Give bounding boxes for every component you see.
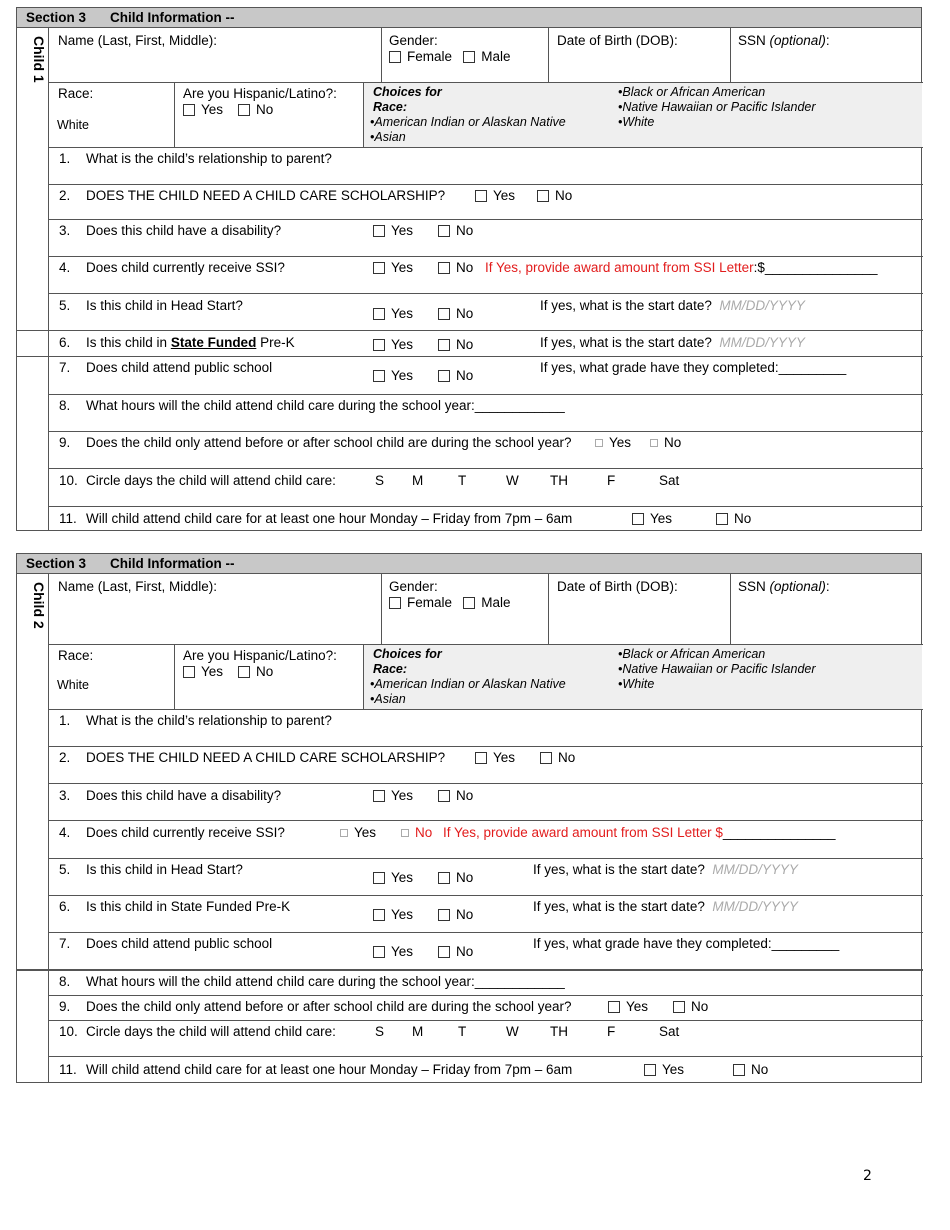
child-label: Child 2 (31, 582, 47, 629)
q5-yes: Yes (373, 306, 413, 321)
choices-for-label: Choices for (373, 647, 442, 661)
q7-no-checkbox[interactable] (438, 370, 450, 382)
q6-yes: Yes (373, 337, 413, 352)
q10-text: Circle days the child will attend child care: (86, 473, 336, 488)
day-option[interactable]: T (458, 473, 467, 488)
q1-number: 1. (59, 151, 71, 166)
q7-no-checkbox[interactable] (438, 946, 450, 958)
q3-number: 3. (59, 223, 71, 238)
hispanic-options: Yes No (183, 102, 273, 117)
q5-no-checkbox[interactable] (438, 872, 450, 884)
q11-no-checkbox[interactable] (733, 1064, 745, 1076)
q2-number: 2. (59, 750, 71, 765)
q3-text: Does this child have a disability? (86, 223, 282, 238)
day-option[interactable]: T (458, 1024, 467, 1039)
q6-yes-checkbox[interactable] (373, 909, 385, 921)
q11-text: Will child attend child care for at least one hour Monday – Friday from 7pm – 6am (86, 511, 573, 526)
day-option[interactable]: S (375, 473, 385, 488)
q9-number: 9. (59, 999, 71, 1014)
section-title: Child Information -- (110, 556, 235, 571)
gender-label: Gender: (389, 33, 438, 48)
q9-no-checkbox[interactable] (673, 1001, 685, 1013)
q5-number: 5. (59, 298, 71, 313)
q1-number: 1. (59, 713, 71, 728)
child1-section (16, 7, 922, 531)
q11-text: Will child attend child care for at least one hour Monday – Friday from 7pm – 6am (86, 1062, 573, 1077)
q2-number: 2. (59, 188, 71, 203)
q7-yes: Yes (373, 368, 413, 383)
day-option[interactable]: TH (550, 473, 568, 488)
q1-text: What is the child’s relationship to parent? (86, 713, 332, 728)
ssn-label: SSN (optional): (738, 33, 830, 48)
race-value: White (57, 118, 89, 132)
q6-number: 6. (59, 899, 71, 914)
q6-text: Is this child in State Funded Pre-K (86, 899, 291, 914)
race-choice: •Black or African American (618, 647, 766, 661)
q4-no-checkbox[interactable] (438, 262, 450, 274)
child-label: Child 1 (31, 36, 47, 83)
q4-ssi-note: If Yes, provide award amount from SSI Letter:$_______________ (485, 260, 878, 275)
q4-number: 4. (59, 260, 71, 275)
race-choice: •White (618, 115, 655, 129)
q3-no: No (438, 223, 473, 238)
female-checkbox[interactable] (389, 51, 401, 63)
q11-yes: Yes (644, 1062, 684, 1077)
q5-text: Is this child in Head Start? (86, 298, 243, 313)
hispanic-no-checkbox[interactable] (238, 104, 250, 116)
q8-number: 8. (59, 398, 71, 413)
q5-start-date: If yes, what is the start date? MM/DD/YYYY (533, 862, 798, 877)
q7-no: No (438, 368, 473, 383)
q11-yes: Yes (632, 511, 672, 526)
q3-no: No (438, 788, 473, 803)
hispanic-yes-checkbox[interactable] (183, 666, 195, 678)
q7-yes-checkbox[interactable] (373, 370, 385, 382)
day-option[interactable]: W (506, 473, 519, 488)
q3-text: Does this child have a disability? (86, 788, 282, 803)
day-option[interactable]: M (412, 1024, 424, 1039)
q2-options: Yes (475, 188, 515, 203)
female-checkbox[interactable] (389, 597, 401, 609)
q3-yes: Yes (373, 223, 413, 238)
q7-grade: If yes, what grade have they completed:_________ (533, 936, 840, 951)
gender-options: Female Male (389, 595, 511, 610)
q10-number: 10. (59, 473, 78, 488)
q6-start-date: If yes, what is the start date? MM/DD/YYYY (533, 899, 798, 914)
day-option[interactable]: TH (550, 1024, 568, 1039)
race-choice: •White (618, 677, 655, 691)
q2-no-checkbox[interactable] (540, 752, 552, 764)
q6-yes: Yes (373, 907, 413, 922)
q5-yes-checkbox[interactable] (373, 308, 385, 320)
child-side-column-lower (17, 969, 49, 1082)
child-side-column-lower (17, 330, 49, 530)
choices-race-label: Race: (373, 662, 408, 676)
day-option[interactable]: W (506, 1024, 519, 1039)
q4-yes-checkbox[interactable] (373, 262, 385, 274)
q4-text: Does child currently receive SSI? (86, 260, 285, 275)
q9-yes: Yes (595, 435, 631, 450)
choices-race-label: Race: (373, 100, 408, 114)
gender-options: Female Male (389, 49, 511, 64)
q4-no: No (438, 260, 473, 275)
q9-no-checkbox[interactable] (650, 439, 658, 447)
hispanic-options: Yes No (183, 664, 273, 679)
q6-text: Is this child in State Funded Pre-K (86, 335, 295, 350)
section-header (17, 554, 921, 574)
q4-text: Does child currently receive SSI? (86, 825, 285, 840)
q7-yes-checkbox[interactable] (373, 946, 385, 958)
day-option[interactable]: F (607, 473, 616, 488)
q2-options: No (537, 188, 572, 203)
race-choice: •Asian (370, 692, 406, 706)
day-option[interactable]: Sat (659, 1024, 680, 1039)
q1-text: What is the child’s relationship to parent? (86, 151, 332, 166)
q7-yes: Yes (373, 944, 413, 959)
race-choice: •Asian (370, 130, 406, 144)
q6-yes-checkbox[interactable] (373, 339, 385, 351)
child-side-column (17, 574, 49, 969)
day-option[interactable]: Sat (659, 473, 680, 488)
race-choice: •American Indian or Alaskan Native (370, 115, 566, 129)
hispanic-no-checkbox[interactable] (238, 666, 250, 678)
q6-no: No (438, 337, 473, 352)
q8-number: 8. (59, 974, 71, 989)
q2-text: DOES THE CHILD NEED A CHILD CARE SCHOLARSHIP? (86, 750, 446, 765)
q7-number: 7. (59, 936, 71, 951)
section-number: Section 3 (26, 556, 87, 571)
q2-options: Yes (475, 750, 515, 765)
q5-number: 5. (59, 862, 71, 877)
q3-number: 3. (59, 788, 71, 803)
q3-yes: Yes (373, 788, 413, 803)
page-number: 2 (863, 1168, 872, 1184)
q9-yes-checkbox[interactable] (595, 439, 603, 447)
q6-number: 6. (59, 335, 71, 350)
name-label: Name (Last, First, Middle): (58, 33, 218, 48)
day-option[interactable]: S (375, 1024, 385, 1039)
q4-yes: Yes (340, 825, 376, 840)
hispanic-label: Are you Hispanic/Latino?: (183, 86, 337, 101)
q7-text: Does child attend public school (86, 360, 273, 375)
q8-text: What hours will the child attend child care during the school year:____________ (86, 974, 565, 989)
dob-label: Date of Birth (DOB): (557, 33, 678, 48)
q9-yes: Yes (608, 999, 648, 1014)
q11-yes-checkbox[interactable] (644, 1064, 656, 1076)
q9-yes-checkbox[interactable] (608, 1001, 620, 1013)
q10-text: Circle days the child will attend child care: (86, 1024, 336, 1039)
race-label: Race: (58, 648, 94, 663)
race-value: White (57, 678, 89, 692)
q5-no: No (438, 870, 473, 885)
race-choice: •Native Hawaiian or Pacific Islander (618, 662, 816, 676)
q4-number: 4. (59, 825, 71, 840)
q2-yes-checkbox[interactable] (475, 190, 487, 202)
day-option[interactable]: F (607, 1024, 616, 1039)
q9-text: Does the child only attend before or after school child are during the school year? (86, 999, 572, 1014)
section-number: Section 3 (26, 10, 87, 25)
male-checkbox[interactable] (463, 597, 475, 609)
q3-no-checkbox[interactable] (438, 225, 450, 237)
q5-text: Is this child in Head Start? (86, 862, 243, 877)
q7-grade: If yes, what grade have they completed:_________ (540, 360, 847, 375)
race-choice: •American Indian or Alaskan Native (370, 677, 566, 691)
q4-ssi-note: If Yes, provide award amount from SSI Letter $_______________ (443, 825, 836, 840)
q9-number: 9. (59, 435, 71, 450)
q11-number: 11. (59, 511, 77, 526)
q4-yes: Yes (373, 260, 413, 275)
choices-for-label: Choices for (373, 85, 442, 99)
q2-yes-checkbox[interactable] (475, 752, 487, 764)
q11-yes-checkbox[interactable] (632, 513, 644, 525)
q10-number: 10. (59, 1024, 78, 1039)
q4-no-checkbox[interactable] (401, 829, 409, 837)
section-header (17, 8, 921, 28)
dob-label: Date of Birth (DOB): (557, 579, 678, 594)
hispanic-label: Are you Hispanic/Latino?: (183, 648, 337, 663)
q2-options: No (540, 750, 575, 765)
q9-no: No (673, 999, 708, 1014)
q5-no: No (438, 306, 473, 321)
q7-number: 7. (59, 360, 71, 375)
q5-yes-checkbox[interactable] (373, 872, 385, 884)
hispanic-yes-checkbox[interactable] (183, 104, 195, 116)
q9-no: No (650, 435, 681, 450)
q3-yes-checkbox[interactable] (373, 225, 385, 237)
q5-no-checkbox[interactable] (438, 308, 450, 320)
race-choice: •Black or African American (618, 85, 766, 99)
q6-start-date: If yes, what is the start date? MM/DD/YYYY (540, 335, 805, 350)
q6-no-checkbox[interactable] (438, 339, 450, 351)
q2-no-checkbox[interactable] (537, 190, 549, 202)
q9-text: Does the child only attend before or after school child are during the school year? (86, 435, 572, 450)
q3-yes-checkbox[interactable] (373, 790, 385, 802)
q8-text: What hours will the child attend child care during the school year:____________ (86, 398, 565, 413)
name-label: Name (Last, First, Middle): (58, 579, 218, 594)
q6-no: No (438, 907, 473, 922)
q2-text: DOES THE CHILD NEED A CHILD CARE SCHOLARSHIP? (86, 188, 446, 203)
q7-text: Does child attend public school (86, 936, 273, 951)
section-title: Child Information -- (110, 10, 235, 25)
q11-no: No (716, 511, 751, 526)
race-label: Race: (58, 86, 94, 101)
q3-no-checkbox[interactable] (438, 790, 450, 802)
q6-no-checkbox[interactable] (438, 909, 450, 921)
male-checkbox[interactable] (463, 51, 475, 63)
child2-section (16, 553, 922, 1083)
child-side-column (17, 28, 49, 330)
q5-yes: Yes (373, 870, 413, 885)
q11-number: 11. (59, 1062, 77, 1077)
q4-no: No (401, 825, 432, 840)
ssn-label: SSN (optional): (738, 579, 830, 594)
q7-no: No (438, 944, 473, 959)
q4-yes-checkbox[interactable] (340, 829, 348, 837)
q11-no: No (733, 1062, 768, 1077)
q11-no-checkbox[interactable] (716, 513, 728, 525)
race-choice: •Native Hawaiian or Pacific Islander (618, 100, 816, 114)
gender-label: Gender: (389, 579, 438, 594)
q5-start-date: If yes, what is the start date? MM/DD/YYYY (540, 298, 805, 313)
day-option[interactable]: M (412, 473, 424, 488)
